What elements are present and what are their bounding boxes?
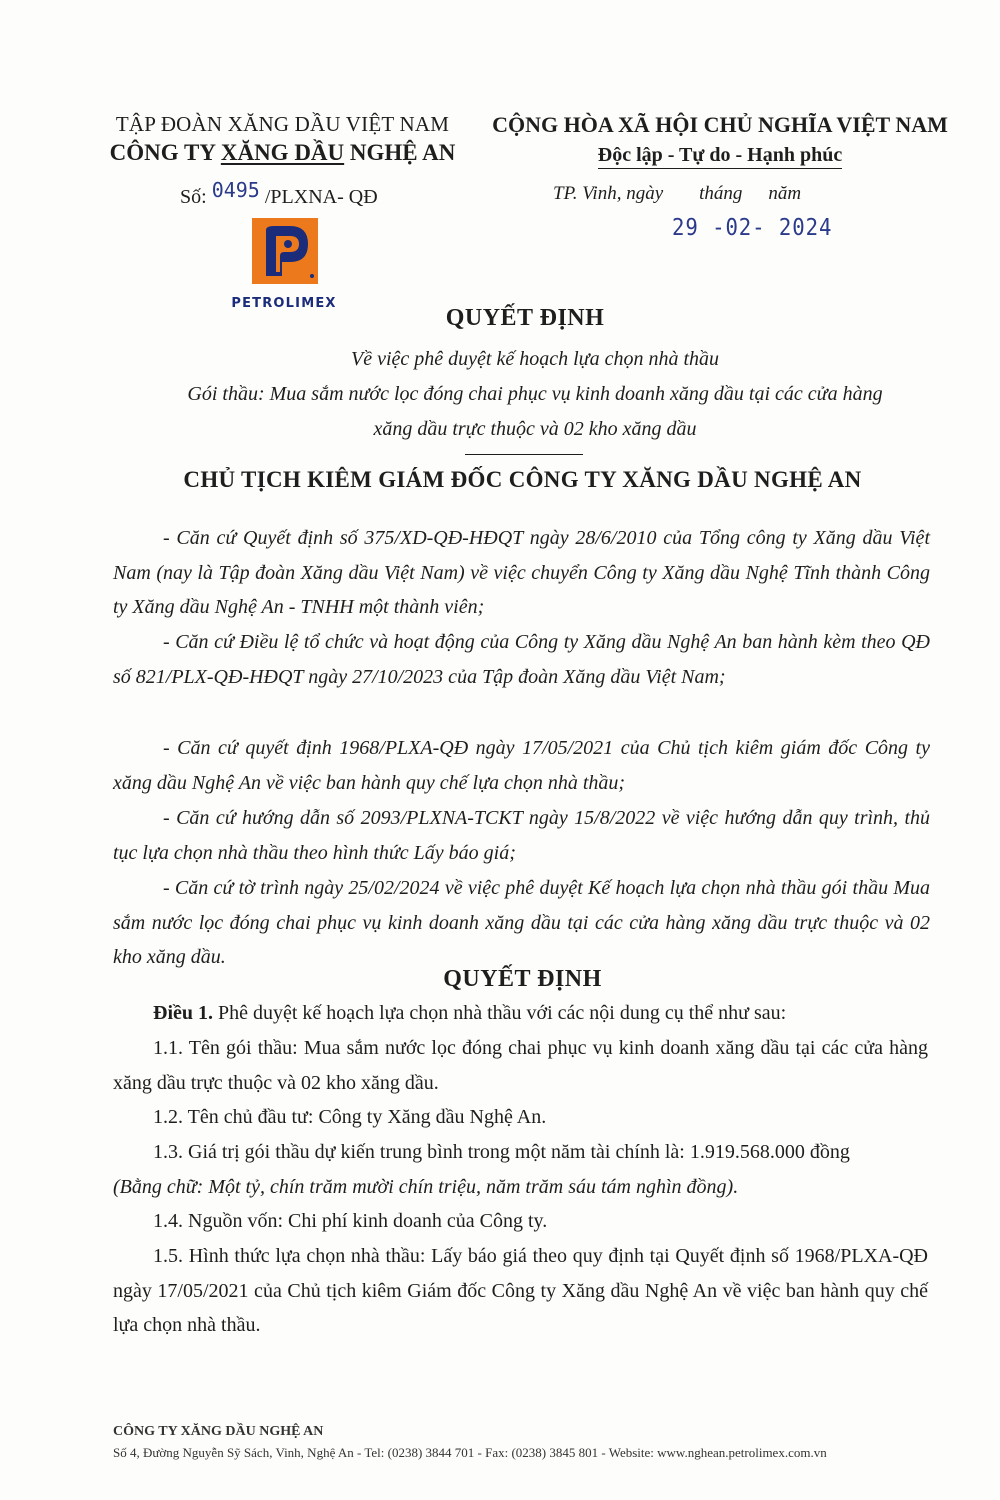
item-1-4: 1.4. Nguồn vốn: Chi phí kinh doanh của Công ty. — [153, 1210, 548, 1232]
organization-name — [95, 140, 470, 166]
article-1-label: Điều 1. — [153, 1002, 213, 1024]
place-date-line — [553, 183, 801, 205]
subtitle-line-1: Về việc phê duyệt kế hoạch lựa chọn nhà thầu — [351, 348, 719, 370]
petrolimex-logo-icon — [252, 218, 318, 284]
document-number — [180, 178, 378, 209]
stamped-date: 29 -02- 2024 — [672, 215, 833, 241]
org-name-prefix: CÔNG TY — [109, 140, 221, 165]
logo-wordmark: PETROLIMEX — [231, 296, 337, 311]
legal-basis-4: - Căn cứ hướng dẫn số 2093/PLXNA-TCKT ngày 15/8/2022 về việc hướng dẫn quy trình, thủ tục lựa chọn nhà thầu theo hình thức Lấy báo giá; — [113, 807, 930, 864]
item-1-3-words: (Bằng chữ: Một tỷ, chín trăm mười chín triệu, năm trăm sáu tám nghìn đồng). — [113, 1175, 739, 1198]
place-day: TP. Vinh, ngày — [553, 183, 664, 204]
item-1-1: 1.1. Tên gói thầu: Mua sắm nước lọc đóng chai phục vụ kinh doanh xăng dầu tại các cửa hàng xăng dầu trực thuộc và 02 kho xăng dầu. — [113, 1037, 928, 1094]
article-1 — [113, 996, 928, 1031]
legal-basis-3: - Căn cứ quyết định 1968/PLXA-QĐ ngày 17/05/2021 của Chủ tịch kiêm giám đốc Công ty xăng dầu Nghệ An về việc ban hành quy chế lựa chọn nhà thầu; — [113, 737, 930, 794]
subtitle-line-2: Gói thầu: Mua sắm nước lọc đóng chai phục vụ kinh doanh xăng dầu tại các cửa hàng — [187, 383, 883, 405]
item-1-2: 1.2. Tên chủ đầu tư: Công ty Xăng dầu Nghệ An. — [153, 1106, 547, 1128]
footer-address: Số 4, Đường Nguyễn Sỹ Sách, Vinh, Nghệ An - Tel: (0238) 3844 701 - Fax: (0238) 3845 801 - Website: www.nghean.petrolimex.com.vn — [113, 1445, 827, 1460]
legal-basis-1: - Căn cứ Quyết định số 375/XD-QĐ-HĐQT ngày 28/6/2010 của Tổng công ty Xăng dầu Việt Nam (nay là Tập đoàn Xăng dầu Việt Nam) về việc chuyển Công ty Xăng dầu Nghệ Tĩnh thành Công ty Xăng dầu Nghệ An - TNHH một thành viên; — [113, 527, 930, 618]
issuing-authority: CHỦ TỊCH KIÊM GIÁM ĐỐC CÔNG TY XĂNG DẦU NGHỆ AN — [183, 467, 862, 492]
org-name-suffix: NGHỆ AN — [344, 140, 456, 165]
national-motto — [480, 144, 960, 167]
number-label: Số: — [180, 186, 212, 208]
org-name-underlined: XĂNG DẦU — [220, 140, 345, 165]
decision-heading: QUYẾT ĐỊNH — [443, 966, 602, 992]
handwritten-number: 0495 — [211, 178, 260, 202]
legal-basis-5: - Căn cứ tờ trình ngày 25/02/2024 về việc phê duyệt Kế hoạch lựa chọn nhà thầu gói thầu Mua sắm nước lọc đóng chai phục vụ kinh doanh xăng dầu tại các cửa hàng xăng dầu trực thuộc và 02 kho xăng dầu. — [113, 877, 930, 968]
motto-text: Độc lập - Tự do - Hạnh phúc — [598, 144, 842, 169]
subtitle-line-3: xăng dầu trực thuộc và 02 kho xăng dầu — [373, 418, 697, 440]
parent-organization: TẬP ĐOÀN XĂNG DẦU VIỆT NAM — [115, 112, 450, 136]
article-1-text: Phê duyệt kế hoạch lựa chọn nhà thầu với các nội dung cụ thể như sau: — [213, 1002, 787, 1024]
year-word: năm — [768, 183, 802, 204]
title-divider — [465, 454, 583, 455]
footer-company: CÔNG TY XĂNG DẦU NGHỆ AN — [113, 1424, 324, 1439]
month-word: tháng — [699, 183, 743, 204]
item-1-5: 1.5. Hình thức lựa chọn nhà thầu: Lấy báo giá theo quy định tại Quyết định số 1968/PLXA-QĐ ngày 17/05/2021 của Chủ tịch kiêm Giám đốc Công ty Xăng dầu Nghệ An về việc ban hành quy chế lựa chọn nhà thầu. — [113, 1245, 928, 1336]
item-1-3 — [113, 1135, 973, 1204]
item-1-3-value: 1.3. Giá trị gói thầu dự kiến trung bình trong một năm tài chính là: 1.919.568.000 đồng — [153, 1141, 850, 1163]
legal-basis-2: - Căn cứ Điều lệ tổ chức và hoạt động của Công ty Xăng dầu Nghệ An ban hành kèm theo QĐ số 821/PLX-QĐ-HĐQT ngày 27/10/2023 của Tập đoàn Xăng dầu Việt Nam; — [113, 631, 930, 688]
number-suffix: /PLXNA- QĐ — [259, 186, 378, 208]
national-heading: CỘNG HÒA XÃ HỘI CHỦ NGHĨA VIỆT NAM — [492, 112, 948, 137]
document-title: QUYẾT ĐỊNH — [445, 305, 605, 331]
